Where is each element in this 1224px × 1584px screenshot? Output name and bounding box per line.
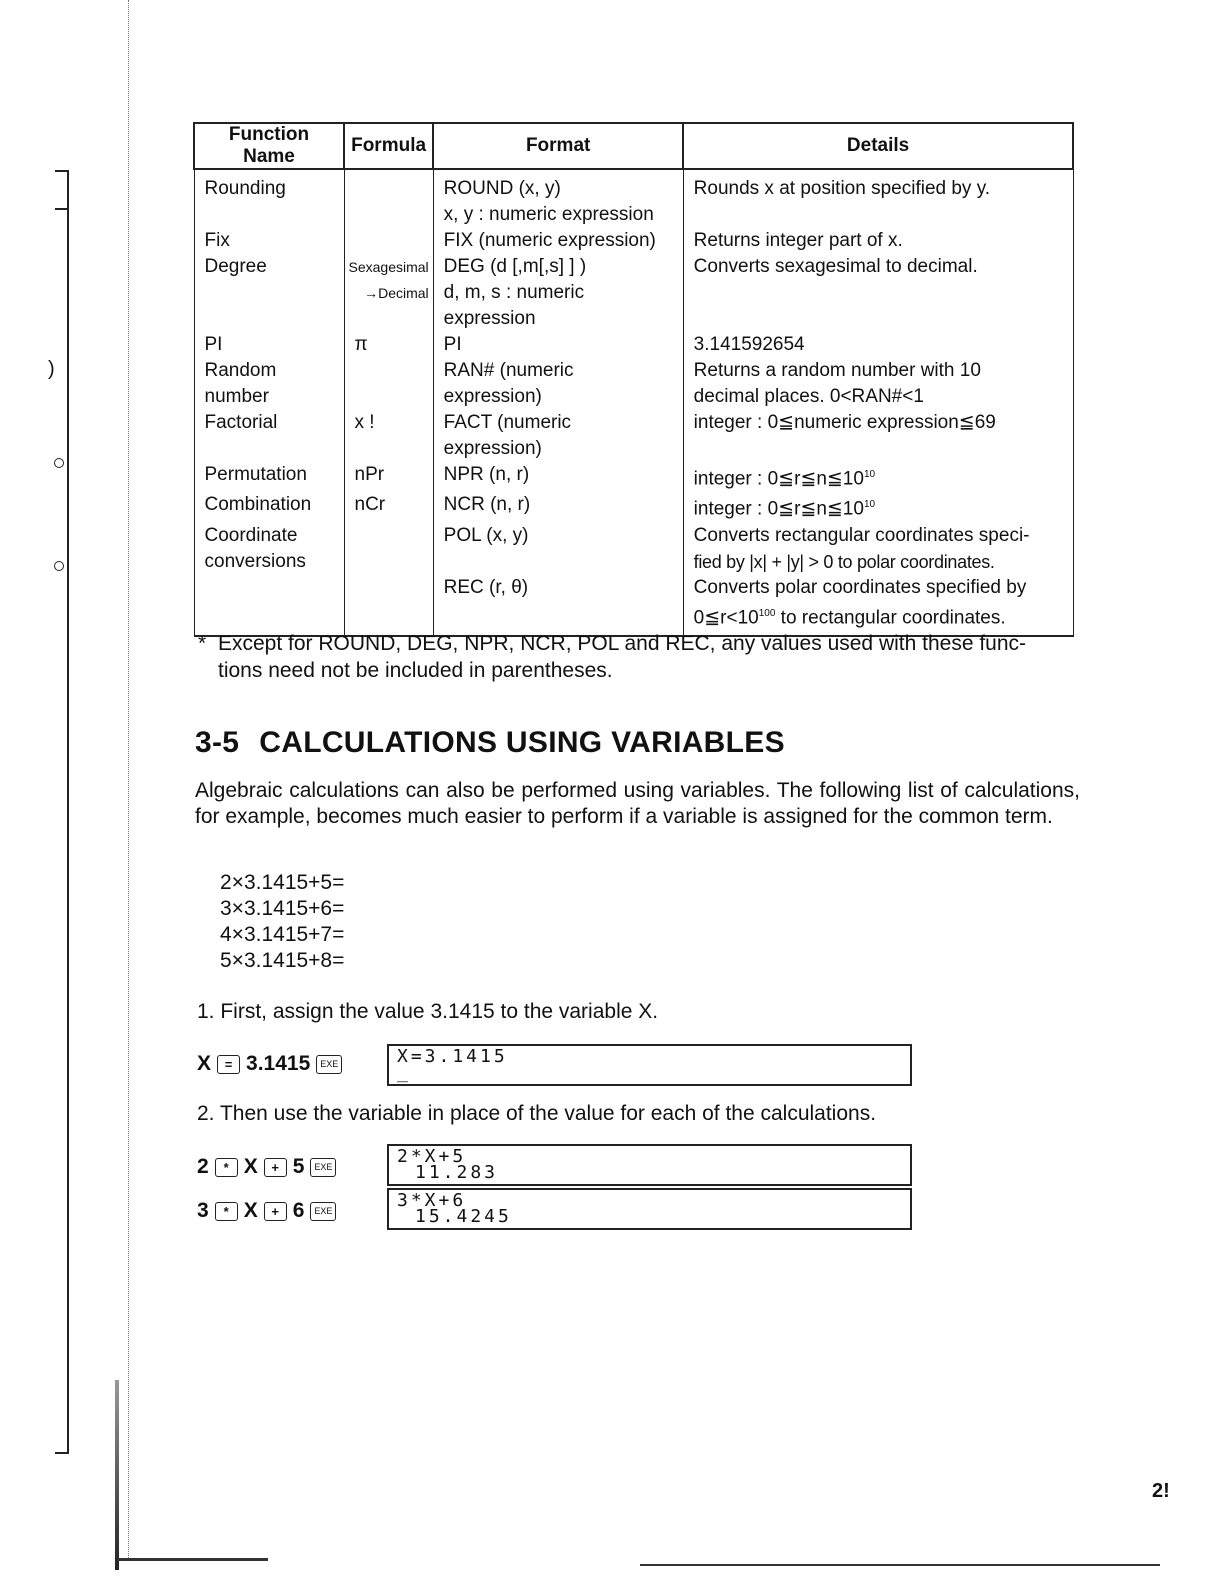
cell-exponent: 100 [758, 607, 776, 619]
exe-key: EXE [310, 1158, 336, 1177]
key-number: 5 [292, 1155, 305, 1178]
page-bracket [55, 170, 69, 1454]
cell-format: POL (x, y) [443, 524, 529, 546]
cell-name: Permutation [204, 464, 307, 485]
calculation-list [220, 870, 344, 974]
header-format: Format [433, 123, 683, 169]
cell-details: Converts sexagesimal to decimal. [693, 256, 978, 277]
key-variable: X [243, 1155, 258, 1178]
binding-spine [115, 1380, 119, 1570]
cell-formula: Sexagesimal [348, 259, 429, 275]
key-number: 3 [197, 1199, 209, 1222]
bottom-rule [640, 1564, 1160, 1566]
table-row [194, 332, 1073, 358]
display-result: 15.4245 [415, 1206, 512, 1227]
cell-exponent: 10 [863, 499, 876, 511]
cell-formula: →Decimal [364, 285, 429, 301]
cell-details: 0≦r<10 [693, 606, 759, 628]
plus-key: + [264, 1158, 287, 1177]
key-variable: X [197, 1052, 212, 1075]
footnote-line: Except for ROUND, DEG, NPR, NCR, POL and REC, any values used with these func- [218, 632, 1027, 655]
cell-details: decimal places. 0<RAN#<1 [693, 386, 924, 407]
cell-details: to rectangular coordinates. [775, 606, 1006, 628]
cell-format: RAN# (numeric expression) [443, 360, 574, 407]
display-cursor: _ [397, 1062, 411, 1083]
cell-format: d, m, s : numeric expression [443, 282, 585, 329]
footnote-line: tions need not be included in parentheses. [218, 659, 613, 682]
cell-formula: nPr [354, 464, 385, 485]
calculator-display-1 [387, 1044, 912, 1086]
cell-format: FACT (numeric expression) [443, 412, 572, 459]
footnote-star: * [198, 632, 207, 655]
table-row [194, 462, 1073, 492]
plus-key: + [264, 1202, 287, 1221]
cell-format: NPR (n, r) [443, 464, 530, 485]
cell-name: Coordinate [204, 524, 298, 546]
list-item: 2×3.1415+5= [220, 871, 345, 894]
list-item: 4×3.1415+7= [220, 923, 345, 946]
section-title: CALCULATIONS USING VARIABLES [259, 726, 785, 759]
cell-name: Rounding [204, 178, 286, 199]
cell-name: Fix [204, 230, 230, 251]
calculator-display-2 [387, 1144, 912, 1186]
header-formula: Formula [344, 123, 433, 169]
table-header-row [194, 123, 1073, 169]
cell-details: fied by |x| + |y| > 0 to polar coordinates. [693, 551, 995, 572]
bottom-rule [118, 1558, 268, 1561]
cell-formula: π [354, 334, 368, 355]
page-bracket-tick [55, 208, 67, 210]
table-row [194, 169, 1073, 228]
cell-name: PI [204, 334, 223, 355]
cell-details: integer : 0≦r≦n≦10 [693, 498, 864, 520]
list-item: 3×3.1415+6= [220, 897, 345, 920]
cell-format: REC (r, θ) [443, 576, 529, 598]
table-row [194, 410, 1073, 462]
cell-details: Converts polar coordinates specified by [693, 576, 1027, 598]
key-sequence-2 [197, 1155, 336, 1179]
cell-format: NCR (n, r) [443, 494, 531, 516]
table-footnote [198, 630, 1078, 684]
key-number: 6 [292, 1199, 305, 1222]
table-row [194, 228, 1073, 254]
key-variable: X [243, 1199, 258, 1222]
cell-details: Converts rectangular coordinates speci- [693, 524, 1030, 546]
equals-key: = [217, 1055, 240, 1074]
cell-details: Returns a random number with 10 [693, 360, 981, 381]
cell-name: Random [204, 360, 277, 381]
exe-key: EXE [316, 1055, 342, 1074]
cell-format: DEG (d [,m[,s] ] ) [443, 256, 587, 277]
multiply-key: * [215, 1202, 238, 1221]
margin-mark: ) [48, 358, 55, 380]
display-result: 11.283 [415, 1162, 499, 1183]
key-value: 3.1415 [246, 1052, 311, 1075]
cell-exponent: 10 [863, 469, 876, 480]
section-number: 3-5 [195, 726, 240, 759]
table-row [194, 492, 1073, 522]
punch-hole [54, 458, 64, 468]
function-table [193, 122, 1074, 637]
display-line: 2*X+5 [397, 1146, 467, 1167]
table-row [194, 358, 1073, 410]
display-line: X=3.1415 [397, 1046, 508, 1067]
cell-details: 3.141592654 [693, 334, 805, 355]
table-row [194, 254, 1073, 332]
key-number: 2 [197, 1155, 209, 1178]
cell-name: Combination [204, 494, 312, 516]
cell-format: PI [443, 334, 462, 355]
page-number: 2! [1152, 1480, 1170, 1502]
cell-formula: nCr [354, 494, 386, 516]
section-heading [195, 726, 785, 760]
key-sequence-3 [197, 1199, 336, 1223]
header-function-name: Function Name [194, 123, 344, 169]
cell-details: integer : 0≦numeric expression≦69 [693, 412, 996, 433]
cell-name: number [204, 386, 269, 407]
intro-paragraph: Algebraic calculations can also be performed using variables. The following list of calculations, for example, becomes much easier to perform if a variable is assigned for the common term. [195, 779, 1080, 828]
list-item: 5×3.1415+8= [220, 949, 345, 972]
cell-name: Degree [204, 256, 267, 277]
cell-formula: x ! [354, 412, 375, 433]
table-row [194, 523, 1073, 636]
calculator-display-3 [387, 1188, 912, 1230]
step-2: 2. Then use the variable in place of the value for each of the calculations. [197, 1102, 877, 1125]
header-details: Details [683, 123, 1073, 169]
cell-format: x, y : numeric expression [443, 204, 654, 225]
cell-format: ROUND (x, y) [443, 178, 561, 199]
exe-key: EXE [310, 1202, 336, 1221]
display-line: 3*X+6 [397, 1190, 467, 1211]
cell-details: Rounds x at position specified by y. [693, 178, 991, 199]
binder-edge [128, 0, 129, 1560]
step-1: 1. First, assign the value 3.1415 to the variable X. [197, 1000, 659, 1023]
punch-hole [54, 561, 64, 571]
cell-details: integer : 0≦r≦n≦10 [693, 468, 864, 490]
multiply-key: * [215, 1158, 238, 1177]
cell-format: FIX (numeric expression) [443, 230, 656, 251]
cell-name: Factorial [204, 412, 278, 433]
cell-name: conversions [204, 550, 306, 572]
cell-details: Returns integer part of x. [693, 230, 903, 251]
key-sequence-1 [197, 1052, 342, 1076]
